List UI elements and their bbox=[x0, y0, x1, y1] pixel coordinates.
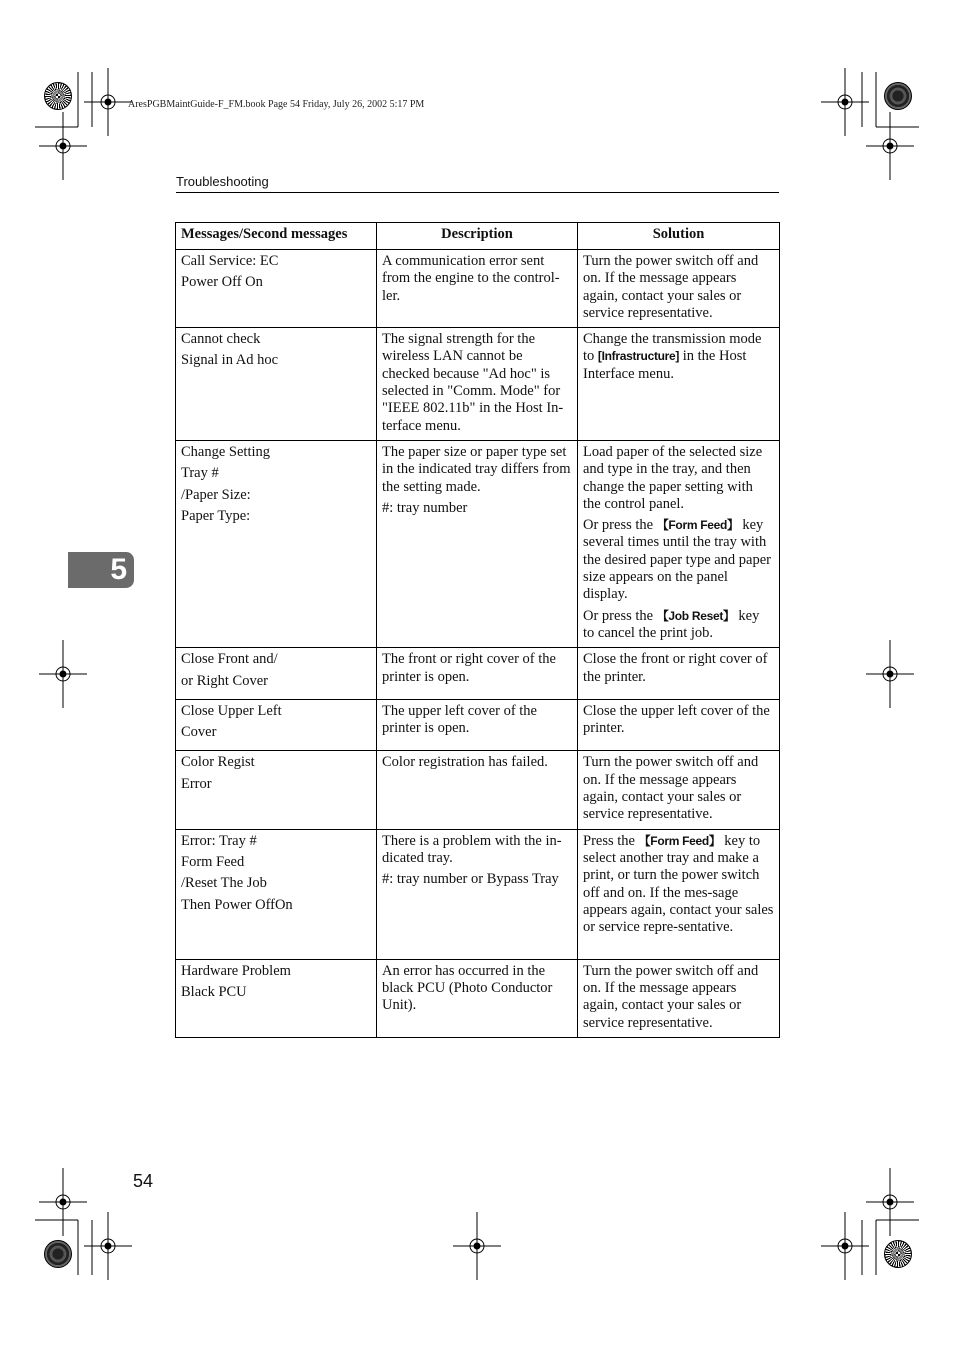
key-label: 【Job Reset】 bbox=[656, 608, 735, 623]
description-paragraph: There is a problem with the in-dicated tray. bbox=[382, 832, 562, 866]
description-paragraph: A communication error sent from the engine to the control-ler. bbox=[382, 253, 560, 304]
message-cell bbox=[176, 250, 377, 328]
solution-text: Close the upper left cover of the printer. bbox=[583, 702, 770, 737]
description-cell bbox=[377, 328, 578, 441]
message-line: Call Service: EC bbox=[181, 253, 279, 269]
solution-paragraph bbox=[583, 754, 774, 823]
key-label: 【Form Feed】 bbox=[638, 833, 721, 848]
table-row bbox=[176, 250, 780, 328]
solution-cell bbox=[578, 699, 780, 751]
description-paragraph: The paper size or paper type set in the indicated tray differs from the setting made. bbox=[382, 443, 571, 495]
message-cell bbox=[176, 328, 377, 441]
message-cell bbox=[176, 751, 377, 829]
solution-text: key to cancel the print job. bbox=[583, 607, 760, 641]
solution-paragraph bbox=[583, 703, 774, 738]
column-header-messages: Messages/Second messages bbox=[176, 223, 377, 250]
message-line: Black PCU bbox=[181, 983, 247, 1000]
key-label: [Infrastructure] bbox=[597, 349, 680, 364]
message-cell bbox=[176, 959, 377, 1037]
solution-cell bbox=[578, 250, 780, 328]
table-row bbox=[176, 751, 780, 829]
message-cell bbox=[176, 440, 377, 647]
message-line: Then Power OffOn bbox=[181, 896, 293, 913]
solution-text: Or press the bbox=[583, 607, 657, 624]
description-cell bbox=[377, 648, 578, 700]
message-line: /Paper Size: bbox=[181, 486, 251, 503]
solution-text: Turn the power switch off and on. If the message appears again, contact your sales or service representative. bbox=[583, 253, 759, 321]
solution-paragraph bbox=[583, 608, 774, 643]
book-file-header: AresPGBMaintGuide-F_FM.book Page 54 Friday, July 26, 2002 5:17 PM bbox=[128, 99, 425, 110]
description-paragraph: #: tray number or Bypass Tray bbox=[382, 871, 559, 888]
column-header-description: Description bbox=[377, 223, 578, 250]
description-paragraph: The signal strength for the wireless LAN cannot be checked because "Ad hoc" is selected in "Comm. Mode" for "IEEE 802.11b" in the Host In-terface menu. bbox=[382, 331, 564, 434]
solution-text: in the Host Interface menu. bbox=[583, 348, 747, 382]
message-line: /Reset The Job bbox=[181, 875, 267, 892]
table-row bbox=[176, 328, 780, 441]
solution-text: Or press the bbox=[583, 517, 657, 534]
page-number: 54 bbox=[133, 1171, 154, 1191]
header-divider bbox=[176, 192, 779, 193]
message-line: Change Setting bbox=[181, 443, 271, 460]
solution-cell bbox=[578, 751, 780, 829]
description-cell bbox=[377, 959, 578, 1037]
description-paragraph: #: tray number bbox=[382, 499, 468, 516]
solution-text: Load paper of the selected size and type in the tray, and then change the paper setting with the control panel. bbox=[583, 443, 763, 512]
solution-paragraph bbox=[583, 517, 774, 603]
message-line: Error: Tray # bbox=[181, 832, 257, 849]
solution-text: Turn the power switch off and on. If the message appears again, contact your sales or service representative. bbox=[583, 754, 759, 823]
message-line: Cover bbox=[181, 724, 217, 741]
message-line: Hardware Problem bbox=[181, 962, 291, 979]
message-line: Close Upper Left bbox=[181, 702, 282, 719]
solution-cell bbox=[578, 829, 780, 959]
solution-text: Press the bbox=[583, 832, 639, 849]
solution-paragraph bbox=[583, 253, 774, 322]
solution-text: key several times until the tray with the desired paper type and paper size appears on the panel display. bbox=[583, 517, 772, 603]
solution-paragraph bbox=[583, 331, 774, 383]
description-cell bbox=[377, 250, 578, 328]
chapter-tab bbox=[68, 552, 134, 588]
message-cell bbox=[176, 829, 377, 959]
message-line: Tray # bbox=[181, 465, 219, 482]
table-header-row bbox=[176, 223, 780, 250]
table-row bbox=[176, 959, 780, 1037]
solution-paragraph bbox=[583, 833, 774, 937]
table-row bbox=[176, 648, 780, 700]
message-line: Color Regist bbox=[181, 754, 255, 771]
message-line: Power Off On bbox=[181, 274, 263, 291]
description-paragraph: The front or right cover of the printer is open. bbox=[382, 651, 556, 685]
message-line: Form Feed bbox=[181, 853, 245, 870]
message-line: Signal in Ad hoc bbox=[181, 352, 279, 369]
solution-text: key to select another tray and make a print, or turn the power switch off and on. If the mes-sage appears again, contact your sales or service repre-sentative. bbox=[583, 832, 774, 936]
table-row bbox=[176, 829, 780, 959]
message-line: or Right Cover bbox=[181, 672, 268, 689]
solution-cell bbox=[578, 440, 780, 647]
message-line: Error bbox=[181, 775, 212, 792]
solution-text: Change the transmission mode to bbox=[583, 331, 762, 365]
column-header-solution: Solution bbox=[578, 223, 780, 250]
table-row bbox=[176, 699, 780, 751]
message-cell bbox=[176, 648, 377, 700]
solution-paragraph bbox=[583, 963, 774, 1032]
chapter-number: 5 bbox=[110, 553, 127, 586]
description-paragraph: The upper left cover of the printer is open. bbox=[382, 702, 537, 737]
message-cell bbox=[176, 699, 377, 751]
description-paragraph: Color registration has failed. bbox=[382, 754, 548, 771]
solution-cell bbox=[578, 328, 780, 441]
solution-text: Close the front or right cover of the printer. bbox=[583, 651, 768, 685]
description-cell bbox=[377, 751, 578, 829]
solution-paragraph bbox=[583, 651, 774, 686]
description-paragraph: An error has occurred in the black PCU (Photo Conductor Unit). bbox=[382, 962, 553, 1014]
message-line: Close Front and/ bbox=[181, 651, 278, 668]
solution-cell bbox=[578, 648, 780, 700]
description-cell bbox=[377, 699, 578, 751]
message-line: Paper Type: bbox=[181, 507, 251, 524]
description-cell bbox=[377, 829, 578, 959]
solution-text: Turn the power switch off and on. If the message appears again, contact your sales or service representative. bbox=[583, 962, 759, 1031]
solution-cell bbox=[578, 959, 780, 1037]
description-cell bbox=[377, 440, 578, 647]
table-row bbox=[176, 440, 780, 647]
troubleshooting-table bbox=[175, 222, 780, 1038]
solution-paragraph bbox=[583, 444, 774, 513]
section-title: Troubleshooting bbox=[176, 174, 269, 189]
message-line: Cannot check bbox=[181, 331, 261, 348]
key-label: 【Form Feed】 bbox=[656, 518, 739, 533]
